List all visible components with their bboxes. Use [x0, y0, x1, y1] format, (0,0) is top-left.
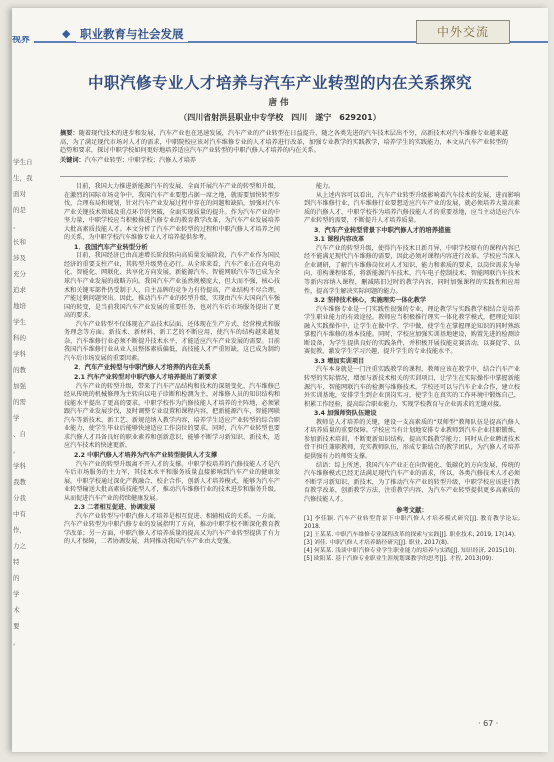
body-paragraph: 能力。 — [316, 183, 335, 190]
previous-page-fragment: 术 — [13, 606, 20, 614]
section-heading: 3.1 课程内容改革 — [314, 236, 365, 244]
previous-page-brand: 视界 — [12, 36, 31, 44]
previous-page-fragment: 学 — [13, 414, 20, 422]
previous-page-fragment: 力之 — [13, 542, 26, 550]
abstract-text: 随着现代技术的进步和发展，汽车产业也在迅速发展，汽车产业的产业转型在日益提升，随之各类先进的汽车技术层出不穷，高新技术对汽车维修专业越来越高，为了满足现代市场对人才的需求，中职院校应该对汽车维修专业的人才培养进行改革，加强专业教学的实践教学，培养学生的实践能力，本文从汽车产业转型的趋势和要求，探讨中职学校如何更好地培养适应汽车产业转型的中职汽修人才培养的内在关系。 — [60, 130, 508, 155]
previous-page-fragment: 。 — [13, 222, 20, 230]
section-heading: 3.2 坚持技术核心，实施理实一体化教学 — [314, 297, 427, 305]
section-heading: 1．我国汽车产业转型分析 — [74, 243, 148, 251]
reference-item: [1] 李佳颖. 汽车产业转型背景下中职汽修人才培养模式研究[J]. 教育教学论坛, 2018. — [304, 516, 520, 531]
references — [304, 507, 520, 563]
section-heading: 3．汽车产业转型背景下中职汽修人才的培养措施 — [314, 226, 451, 234]
section-heading: 2.1 汽车产业转型对中职汽修人才培养提出了新要求 — [74, 374, 218, 382]
body-paragraph: 汽车产业的转型升级，使得汽车技术日新月异，中职学校原有的课程内容已经不能满足现代汽车维修的需要，因此必须对课程内容进行改革。学校应当深入企业调研，了解汽车维修岗位对人才知识、能力和素质的要求，以岗位需求为导向，重构课程体系，将新能源汽车技术、汽车电子控制技术、智能网联汽车技术等新内容纳入课程，删减陈旧过时的教学内容，同时加强课程的实践性和应用性，提高学生解决实际问题的能力。 — [304, 244, 520, 295]
body-paragraph: 汽车产业转型不仅体现在产品技术层面，还体现在生产方式、经营模式和服务理念等方面。新技术、新材料、新工艺的不断应用，使汽车的结构越来越复杂，汽车维修行业必须不断提升技术水平，才能适应汽车产业发展的需要。目前我国汽车维修行业从业人员整体素质偏低，高技能人才严重短缺，这已成为制约汽车后市场发展的重要因素。 — [64, 320, 280, 362]
document-page — [12, 8, 548, 752]
previous-page-fragment: 中有 — [13, 510, 26, 518]
page-number: · 67 · — [478, 719, 499, 728]
section-heading: 3.4 加强师资队伍建设 — [314, 410, 377, 418]
reference-item: [4] 何某某. 浅谈中职汽修专业学生职业能力的培养与实践[J]. 知识经济, 2015(10). — [304, 548, 517, 555]
body-paragraph: 从上述内容可以看出，汽车产业转型升级影响着汽车技术的发展，进而影响到汽车维修行业，汽车维修行业要想适应汽车产业的发展，就必须培养大量高素质的汽修人才，中职学校作为培养汽修技能人才的重要基地，应当主动适应汽车产业转型的需要，不断提升人才培养质量。 — [304, 191, 520, 225]
body-paragraph: 汽车本身就是一门注重实践教学的课程，教师应该在教学中，结合汽车产业转型的实际情况，增加与新技术相关的实训项目，让学生在实际操作中掌握新能源汽车、智能网联汽车的检测与维修技术。学校还可以与汽车企业合作，建立校外实训基地，安排学生到企业顶岗实习，使学生在真实的工作环境中锻炼自己，积累工作经验，提高综合职业能力，实现学校教育与企业需求的无缝对接。 — [304, 366, 520, 408]
right-column-body — [304, 183, 520, 504]
previous-page-fragment: 学生 — [13, 318, 26, 326]
previous-page-fragment: 分我 — [13, 494, 26, 502]
body-paragraph: 汽车产业的转型升级，带来了汽车产品结构和技术的深刻变化，汽车维修已经从传统的机械修理为主转向以电子诊断和检测为主，对维修人员的知识结构和技能水平提出了更高的要求。中职学校作为汽修技能人才培养的主阵地，必须紧跟汽车产业发展步伐，及时调整专业设置和课程内容，把新能源汽车、智能网联汽车等新技术、新工艺、新规范纳入教学内容，培养学生适应产业转型的综合职业能力，使学生毕业后能够快速适应工作岗位的要求。同时，汽车产业转型也要求汽修人才具备良好的职业素养和创新意识，能够不断学习新知识、新技术，适应汽车技术的快速更新。 — [64, 382, 280, 450]
page-header — [34, 26, 548, 50]
body-column-right — [304, 183, 520, 563]
previous-page-fragment: 的需 — [13, 398, 26, 406]
previous-page-fragment: 的教 — [13, 366, 26, 374]
article-author: 唐伟 — [268, 98, 292, 108]
previous-page-fragment: ， — [13, 446, 20, 454]
previous-page-fragment: 作， — [13, 526, 26, 534]
previous-page-fragment: 、自 — [13, 430, 26, 438]
previous-page-fragment: 的 — [13, 574, 20, 582]
section-heading: 2.2 中职汽修人才培养为汽车产业转型提供人才支撑 — [74, 451, 218, 459]
previous-page-fragment: 加强 — [13, 382, 26, 390]
section-heading: 3.3 增加实训项目 — [314, 357, 365, 365]
previous-page-fragment: 科的 — [13, 334, 26, 342]
body-column-left — [64, 183, 280, 547]
previous-page-fragment: 我教 — [13, 478, 26, 486]
reference-item: [5] 欧阳某. 基于汽修专业职业生涯规划课教学的思考[J]. 才智, 2013(09). — [304, 556, 494, 563]
previous-page-fragment: 地培 — [13, 302, 26, 310]
abstract — [60, 130, 508, 165]
previous-page-fragment: 特 — [13, 558, 20, 566]
keywords-label: 关键词： — [60, 156, 85, 164]
body-paragraph: 目前，我国大力推进新能源汽车的发展，全面开展汽车产业的转型和升级，在激烈的国际市场竞争中，我国汽车产业要想占据一席之地，就需要加快转型步伐，合理布局和规划，针对汽车产业发展过程中存在的问题和缺陷，加强对汽车产业关键技术领域及重点环节的突破，全面实现质量的提升。作为汽车产业的中坚力量，中职学校应当积极推进汽修专业的教育教学改革，为汽车产业发展培养大批高素质技能人才。本文分析了汽车产业转型的过程和中职汽修人才培养之间的关系，为中职学校汽车维修专业人才培养提供参考。 — [64, 183, 280, 242]
abstract-divider — [60, 176, 508, 177]
previous-page-fragment: 的是 — [13, 206, 26, 214]
body-paragraph: 汽车产业转型与中职汽修人才培养是相互促进、相辅相成的关系。一方面，汽车产业转型为中职汽修专业的发展指明了方向，推动中职学校不断深化教育教学改革；另一方面，中职汽修人才培养质量的提高又为汽车产业转型提供了有力的人才保障，二者协调发展，共同推动我国汽车产业由大变强。 — [64, 512, 280, 546]
reference-item: [2] 王某某. 中职汽车维修专业课程改革的探索与实践[J]. 职业技术, 2019, 17(14). — [304, 532, 516, 539]
abstract-label: 摘要： — [60, 130, 79, 137]
previous-page-fragment: 学科 — [13, 350, 26, 358]
previous-page-fragment: 生，我 — [13, 174, 33, 182]
section-heading: 2.3 二者相互促进、协调发展 — [74, 504, 156, 512]
section-heading: 2．汽车产业转型与中职汽修人才培养的内在关系 — [74, 364, 211, 372]
previous-page-fragment: 充分 — [13, 270, 26, 278]
previous-page-fragment: 涉及 — [13, 254, 26, 262]
keywords-text: 汽车产业转型；中职学校；汽修人才培养 — [84, 156, 197, 164]
previous-page-fragment: 面对 — [13, 190, 26, 198]
previous-page-fragment: 追求 — [13, 286, 26, 294]
previous-page-fragment: 学 — [13, 590, 20, 598]
previous-page-fragment: 学科 — [13, 462, 26, 470]
previous-page-fragment: 要 — [13, 622, 20, 630]
references-list — [304, 515, 520, 563]
body-paragraph: 目前，我国经济已由高速增长阶段转向高质量发展阶段，汽车产业作为国民经济的重要支柱产业，其转型升级势在必行。从全球来看，汽车产业正在向电动化、智能化、网联化、共享化方向发展，新能源汽车、智能网联汽车等已成为全球汽车产业发展的战略方向。我国汽车产业虽然规模庞大，但大而不强，核心技术和关键零部件仍受制于人，自主品牌的竞争力有待提高，产业结构不尽合理，产能过剩问题突出。因此，推动汽车产业的转型升级，实现由汽车大国向汽车强国的转变，是当前我国汽车产业发展的重要任务，也对汽车后市场服务提出了更高的要求。 — [64, 252, 280, 320]
previous-page-edge — [12, 8, 34, 752]
previous-page-fragment: 学生自 — [13, 158, 33, 166]
article-title: 中职汽修专业人才培养与汽车产业转型的内在关系探究 — [87, 74, 472, 92]
author-affiliation: （四川省射洪县职业中专学校 四川 遂宁 629201） — [179, 113, 381, 122]
body-paragraph: 汽车维修专业是一门实践性很强的专业，理论教学与实践教学相结合是培养学生职业能力的有效途径。教师应当积极推行理实一体化教学模式，把理论知识融入实践操作中，让学生在做中学、学中做，使学生在掌握理论知识的同时熟练掌握汽车维修的基本技能。同时，学校应加强实训基地建设，购置先进的检测诊断设备，为学生提供良好的实践条件，并积极开展技能竞赛活动，以赛促学、以赛促教，激发学生学习兴趣，提升学生的专业技能水平。 — [304, 305, 520, 356]
previous-page-fragment: 长和 — [13, 238, 26, 246]
body-paragraph: 教师是人才培养的关键，建设一支高素质的“双师型”教师队伍是提高汽修人才培养质量的重要保障。学校应当有计划地安排专业教师到汽车企业挂职锻炼，参加新技术培训，不断更新知识结构，提高实践教学能力；同时从企业聘请技术骨干担任兼职教师，充实教师队伍，形成专兼结合的教学团队，为汽修人才培养提供强有力的师资支撑。 — [304, 418, 520, 460]
section-title: 职业教育与社会发展 — [76, 26, 188, 42]
body-paragraph: 结语：综上所述，我国汽车产业正在向智能化、低碳化的方向发展，传统的汽车维修模式已经无法满足现代汽车产业的需求，所以，各类汽修技术人才必须不断学习新知识、新技术，为了推动汽车产业的转型升级，中职学校应该进行教育教学改革，创新教学方法，注重教学内容，为汽车产业转型提供更多高素质的汽修技能人才。 — [304, 461, 520, 503]
previous-page-fragment: ， — [13, 638, 20, 646]
references-heading: 参考文献： — [396, 507, 428, 515]
body-paragraph: 汽车产业的转型升级离不开人才的支撑。中职学校培养的汽修技能人才是汽车后市场服务的主力军，其技术水平和服务质量直接影响到汽车产业的健康发展。中职学校通过深化产教融合、校企合作，创新人才培养模式，能够为汽车产业转型输送大批高素质技能型人才，推动汽车维修行业的技术进步和服务升级，从而促进汽车产业的持续健康发展。 — [64, 460, 280, 502]
keywords — [60, 157, 508, 166]
reference-item: [3] 刘佳. 中职汽修人才培养路径研究[J]. 职业, 2017(8). — [304, 540, 449, 547]
column-badge: 中外交流 — [416, 20, 510, 44]
diamond-icon: ◆ — [62, 27, 71, 40]
